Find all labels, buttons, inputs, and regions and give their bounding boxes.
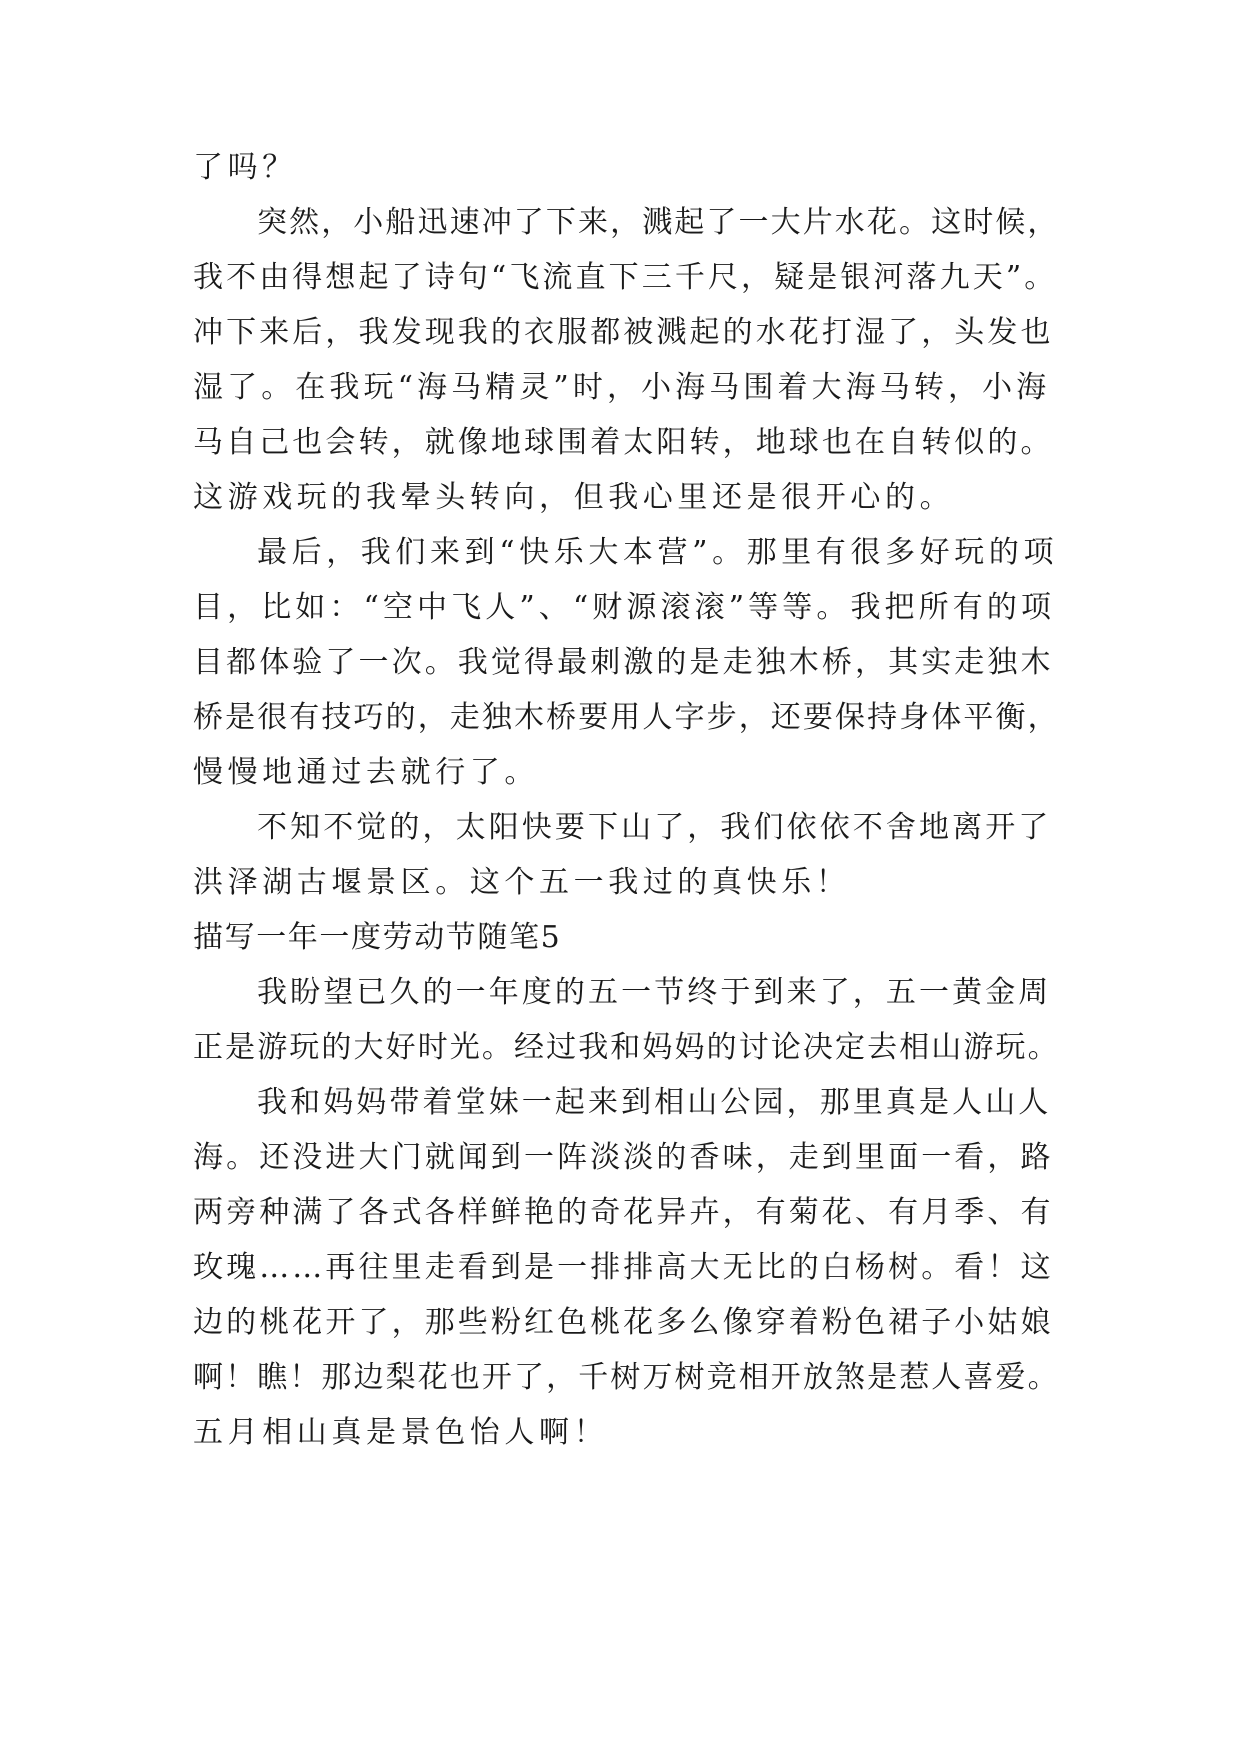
paragraph-line: 五月相山真是景色怡人啊！	[193, 1415, 609, 1450]
paragraph-line: 洪泽湖古堰景区。这个五一我过的真快乐！	[193, 865, 851, 900]
paragraph-line: 冲下来后，我发现我的衣服都被溅起的水花打湿了，头发也	[193, 315, 1054, 350]
paragraph-line: 我和妈妈带着堂妹一起来到相山公园，那里真是人山人	[257, 1085, 1052, 1120]
paragraph-line: 目都体验了一次。我觉得最刺激的是走独木桥，其实走独木	[193, 645, 1054, 680]
paragraph-line: 我盼望已久的一年度的五一节终于到来了，五一黄金周	[257, 975, 1052, 1010]
paragraph-line: 边的桃花开了，那些粉红色桃花多么像穿着粉色裙子小姑娘	[193, 1305, 1054, 1340]
paragraph-line: 啊！瞧！那边梨花也开了，千树万树竞相开放煞是惹人喜爱。	[193, 1360, 1060, 1395]
paragraph-line: 了吗？	[193, 150, 297, 185]
paragraph-line: 玫瑰……再往里走看到是一排排高大无比的白杨树。看！这	[193, 1250, 1054, 1285]
paragraph-line: 湿了。在我玩“海马精灵”时，小海马围着大海马转，小海	[193, 370, 1051, 405]
paragraph-line: 慢慢地通过去就行了。	[193, 755, 539, 790]
section-heading: 描写一年一度劳动节随笔5	[193, 920, 562, 955]
paragraph-line: 不知不觉的，太阳快要下山了，我们依依不舍地离开了	[257, 810, 1052, 845]
paragraph-line: 这游戏玩的我晕头转向，但我心里还是很开心的。	[193, 480, 955, 515]
paragraph-line: 马自己也会转，就像地球围着太阳转，地球也在自转似的。	[193, 425, 1054, 460]
paragraph-line: 桥是很有技巧的，走独木桥要用人字步，还要保持身体平衡，	[193, 700, 1060, 735]
paragraph-line: 最后，我们来到“快乐大本营”。那里有很多好玩的项	[257, 535, 1059, 570]
paragraph-line: 正是游玩的大好时光。经过我和妈妈的讨论决定去相山游玩。	[193, 1030, 1060, 1065]
paragraph-line: 我不由得想起了诗句“飞流直下三千尺，疑是银河落九天”。	[193, 260, 1058, 295]
paragraph-line: 目，比如：“空中飞人”、“财源滚滚”等等。我把所有的项	[193, 590, 1056, 625]
paragraph-line: 两旁种满了各式各样鲜艳的奇花异卉，有菊花、有月季、有	[193, 1195, 1054, 1230]
paragraph-line: 海。还没进大门就闻到一阵淡淡的香味，走到里面一看，路	[193, 1140, 1054, 1175]
paragraph-line: 突然，小船迅速冲了下来，溅起了一大片水花。这时候，	[257, 205, 1060, 240]
